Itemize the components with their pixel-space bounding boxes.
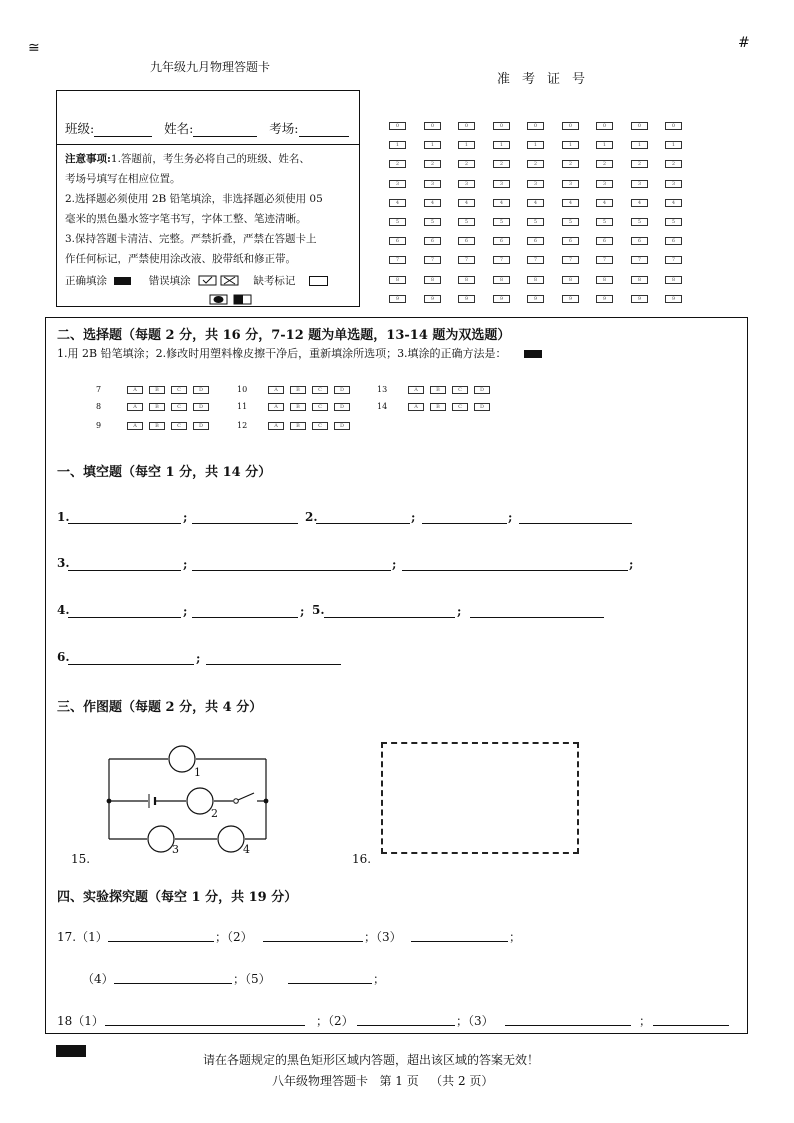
- q17-blank-5[interactable]: [288, 983, 372, 984]
- choice-option-c[interactable]: C: [452, 403, 468, 411]
- choice-option-d[interactable]: D: [193, 403, 209, 411]
- choice-option-d[interactable]: D: [334, 386, 350, 394]
- notice-line: 2.选择题必须使用 2B 铅笔填涂，非选择题必须使用 05: [65, 193, 323, 205]
- wrong-fill-samples-icon: [198, 275, 240, 287]
- exam-number-bubble[interactable]: 2: [527, 160, 544, 168]
- choice-option-a[interactable]: A: [268, 386, 284, 394]
- exam-number-bubble[interactable]: 0: [631, 122, 648, 130]
- exam-number-bubble[interactable]: 4: [389, 199, 406, 207]
- correct-fill-example-icon: [524, 350, 542, 358]
- info-fields: [65, 119, 349, 137]
- choice-option-a[interactable]: A: [127, 422, 143, 430]
- q17-part5-label: ；（5）: [233, 972, 271, 986]
- exam-number-bubble[interactable]: 6: [596, 237, 613, 245]
- exam-number-bubble[interactable]: 1: [665, 141, 682, 149]
- choice-option-b[interactable]: B: [290, 386, 306, 394]
- exam-number-bubble[interactable]: 2: [458, 160, 475, 168]
- exam-number-bubble[interactable]: 3: [596, 180, 613, 188]
- exam-number-bubble[interactable]: 8: [665, 276, 682, 284]
- semicolon: ；: [639, 1014, 652, 1028]
- exam-number-bubble[interactable]: 1: [389, 141, 406, 149]
- q16-drawing-area[interactable]: [381, 742, 579, 854]
- exam-number-bubble[interactable]: 1: [458, 141, 475, 149]
- semicolon: ;: [183, 510, 188, 524]
- exam-number-bubble[interactable]: 8: [493, 276, 510, 284]
- choice-option-c[interactable]: C: [171, 386, 187, 394]
- exam-number-bubble[interactable]: 8: [562, 276, 579, 284]
- q17-blank-4[interactable]: [114, 983, 232, 984]
- room-label: 考场:: [269, 121, 299, 136]
- exam-number-bubble[interactable]: 4: [424, 199, 441, 207]
- exam-number-bubble[interactable]: 8: [527, 276, 544, 284]
- notice-line: 3.保持答题卡清洁、完整。严禁折叠，严禁在答题卡上: [65, 233, 317, 245]
- exam-number-bubble[interactable]: 0: [389, 122, 406, 130]
- q17-part3-label: ；（3）: [364, 930, 402, 944]
- q6-blank-b[interactable]: [206, 664, 341, 665]
- q5-blank-a[interactable]: [324, 617, 455, 618]
- exam-number-bubble[interactable]: 6: [631, 237, 648, 245]
- exam-number-bubble[interactable]: 2: [562, 160, 579, 168]
- exam-number-bubble[interactable]: 5: [458, 218, 475, 226]
- exam-number-bubble[interactable]: 2: [596, 160, 613, 168]
- notice-line: 作任何标记，严禁使用涂改液、胶带纸和修正带。: [65, 253, 296, 265]
- notice-title: 注意事项:: [65, 153, 111, 165]
- exam-number-bubble[interactable]: 1: [596, 141, 613, 149]
- bulb-label-1: 1: [194, 766, 201, 779]
- choice-option-d[interactable]: D: [193, 422, 209, 430]
- choice-option-c[interactable]: C: [171, 422, 187, 430]
- exam-number-bubble[interactable]: 4: [596, 199, 613, 207]
- q2-blank-a[interactable]: [316, 523, 410, 524]
- wrong-fill-label: 错误填涂: [148, 275, 191, 287]
- name-field[interactable]: [193, 123, 257, 137]
- exam-number-bubble[interactable]: 8: [596, 276, 613, 284]
- exam-number-label: 准考证号: [497, 72, 598, 87]
- q5-label: 5.: [312, 603, 325, 617]
- q2-blank-c[interactable]: [519, 523, 632, 524]
- question-number: 12: [237, 421, 248, 430]
- exam-number-bubble[interactable]: 7: [493, 256, 510, 264]
- exam-number-bubble[interactable]: 6: [389, 237, 406, 245]
- exam-number-bubble[interactable]: 0: [458, 122, 475, 130]
- q2-blank-b[interactable]: [422, 523, 507, 524]
- choice-option-b[interactable]: B: [290, 422, 306, 430]
- choice-option-b[interactable]: B: [149, 386, 165, 394]
- exam-number-bubble[interactable]: 5: [596, 218, 613, 226]
- notice-line: 考场号填写在相应位置。: [65, 173, 181, 185]
- exam-number-bubble[interactable]: 4: [631, 199, 648, 207]
- notice-line: 1.答题前，考生务必将自己的班级、姓名、: [110, 153, 310, 165]
- q18-blank-3[interactable]: [505, 1025, 631, 1026]
- section3-title: 三、作图题（每题 2 分，共 4 分）: [57, 700, 263, 715]
- question-number: 11: [237, 402, 248, 411]
- section2-instruction: [57, 345, 542, 361]
- exam-number-bubble[interactable]: 4: [527, 199, 544, 207]
- exam-number-bubble[interactable]: 5: [424, 218, 441, 226]
- choice-option-c[interactable]: C: [312, 403, 328, 411]
- choice-option-b[interactable]: B: [430, 403, 446, 411]
- correct-fill-label: 正确填涂: [65, 275, 107, 287]
- exam-number-bubble[interactable]: 0: [665, 122, 682, 130]
- q15-label: 15.: [71, 852, 91, 866]
- absent-mark-label: 缺考标记: [253, 275, 296, 287]
- exam-number-bubble[interactable]: 6: [493, 237, 510, 245]
- section4-title: 四、实验探究题（每空 1 分，共 19 分）: [57, 890, 298, 905]
- exam-number-bubble[interactable]: 6: [665, 237, 682, 245]
- question-number: 10: [237, 385, 248, 394]
- instruction-text: 1.用 2B 铅笔填涂；2.修改时用塑料橡皮擦干净后，重新填涂所选项；3.填涂的正确方法是：: [57, 347, 507, 360]
- bulb-label-2: 2: [211, 807, 218, 820]
- exam-number-bubble[interactable]: 7: [424, 256, 441, 264]
- exam-number-bubble[interactable]: 3: [665, 180, 682, 188]
- question-number: 14: [377, 402, 388, 411]
- q3-blank-a[interactable]: [68, 570, 181, 571]
- choice-option-b[interactable]: B: [290, 403, 306, 411]
- semicolon: ；: [373, 972, 386, 986]
- exam-number-bubble[interactable]: 7: [631, 256, 648, 264]
- exam-number-bubble[interactable]: 7: [665, 256, 682, 264]
- class-field[interactable]: [94, 123, 152, 137]
- exam-number-bubble[interactable]: 2: [389, 160, 406, 168]
- exam-number-bubble[interactable]: 1: [562, 141, 579, 149]
- exam-number-bubble[interactable]: 5: [562, 218, 579, 226]
- exam-number-bubble[interactable]: 6: [562, 237, 579, 245]
- footer-warning: 请在各题规定的黑色矩形区域内答题，超出该区域的答案无效！: [203, 1053, 540, 1067]
- exam-number-bubble[interactable]: 1: [527, 141, 544, 149]
- section2-title: 二、选择题（每题 2 分，共 16 分，7-12 题为单选题，13-14 题为双选题）: [57, 328, 511, 343]
- semicolon: ;: [300, 604, 305, 618]
- semicolon: ;: [183, 557, 188, 571]
- semicolon: ;: [183, 604, 188, 618]
- exam-number-bubble[interactable]: 8: [631, 276, 648, 284]
- class-label: 班级:: [65, 121, 95, 136]
- q17-blank-1[interactable]: [108, 941, 214, 942]
- exam-number-bubble[interactable]: 9: [596, 295, 613, 303]
- corner-mark-right: #: [738, 35, 750, 51]
- choice-option-d[interactable]: D: [334, 403, 350, 411]
- wrong-fill-samples-2-icon: [209, 294, 255, 306]
- q6-blank-a[interactable]: [68, 664, 194, 665]
- name-label: 姓名:: [164, 121, 194, 136]
- exam-number-bubble[interactable]: 0: [562, 122, 579, 130]
- exam-number-bubble[interactable]: 3: [424, 180, 441, 188]
- choice-option-c[interactable]: C: [452, 386, 468, 394]
- exam-number-bubble[interactable]: 5: [527, 218, 544, 226]
- absent-mark-box[interactable]: [309, 276, 328, 286]
- q18-part2-label: ；（2）: [316, 1014, 354, 1028]
- choice-option-a[interactable]: A: [127, 386, 143, 394]
- bulb-label-4: 4: [243, 843, 250, 856]
- exam-number-bubble[interactable]: 3: [493, 180, 510, 188]
- exam-number-bubble[interactable]: 0: [424, 122, 441, 130]
- choice-option-c[interactable]: C: [171, 403, 187, 411]
- exam-number-bubble[interactable]: 3: [562, 180, 579, 188]
- exam-number-bubble[interactable]: 8: [389, 276, 406, 284]
- q17-part2-label: ；（2）: [215, 930, 253, 944]
- question-number: 9: [96, 421, 102, 430]
- semicolon: ;: [196, 651, 201, 665]
- question-number: 7: [96, 385, 102, 394]
- footer-page-info: 八年级物理答题卡 第 1 页 （共 2 页）: [272, 1074, 494, 1088]
- exam-number-bubble[interactable]: 0: [596, 122, 613, 130]
- question-number: 13: [377, 385, 388, 394]
- q18-blank-2[interactable]: [357, 1025, 455, 1026]
- exam-number-bubble[interactable]: 9: [562, 295, 579, 303]
- exam-number-bubble[interactable]: 0: [527, 122, 544, 130]
- student-info-box: [56, 90, 360, 307]
- exam-number-bubble[interactable]: 2: [493, 160, 510, 168]
- exam-number-bubble[interactable]: 7: [562, 256, 579, 264]
- exam-number-bubble[interactable]: 5: [631, 218, 648, 226]
- exam-number-bubble[interactable]: 6: [424, 237, 441, 245]
- q18-label: 18（1）: [57, 1014, 104, 1028]
- exam-number-bubble[interactable]: 4: [458, 199, 475, 207]
- exam-number-bubble[interactable]: 9: [631, 295, 648, 303]
- q17-blank-3[interactable]: [411, 941, 508, 942]
- choice-option-a[interactable]: A: [268, 422, 284, 430]
- choice-option-d[interactable]: D: [193, 386, 209, 394]
- choice-option-a[interactable]: A: [268, 403, 284, 411]
- q1-blank-a[interactable]: [68, 523, 181, 524]
- exam-number-bubble[interactable]: 3: [527, 180, 544, 188]
- q1-label: 1.: [57, 510, 70, 524]
- q18-blank-4[interactable]: [653, 1025, 729, 1026]
- section1-title: 一、填空题（每空 1 分，共 14 分）: [57, 465, 272, 480]
- alignment-mark: [56, 1045, 86, 1057]
- exam-number-bubble[interactable]: 7: [527, 256, 544, 264]
- exam-number-bubble[interactable]: 2: [424, 160, 441, 168]
- q2-label: 2.: [305, 510, 318, 524]
- q18-blank-1[interactable]: [105, 1025, 305, 1026]
- choice-option-d[interactable]: D: [474, 386, 490, 394]
- exam-number-bubble[interactable]: 6: [458, 237, 475, 245]
- circuit-diagram: [100, 742, 280, 857]
- notice-line: 毫米的黑色墨水签字笔书写，字体工整、笔迹清晰。: [65, 213, 307, 225]
- q17-label: 17.（1）: [57, 930, 108, 944]
- exam-number-bubble[interactable]: 4: [665, 199, 682, 207]
- q1-blank-b[interactable]: [192, 523, 298, 524]
- card-title: 九年级九月物理答题卡: [150, 60, 271, 74]
- choice-option-c[interactable]: C: [312, 422, 328, 430]
- exam-number-bubble[interactable]: 1: [424, 141, 441, 149]
- choice-option-b[interactable]: B: [149, 422, 165, 430]
- exam-number-bubble[interactable]: 9: [389, 295, 406, 303]
- choice-option-a[interactable]: A: [408, 386, 424, 394]
- exam-number-bubble[interactable]: 1: [631, 141, 648, 149]
- q17-part4-label: （4）: [82, 972, 114, 986]
- exam-number-bubble[interactable]: 7: [596, 256, 613, 264]
- exam-number-bubble[interactable]: 0: [493, 122, 510, 130]
- choice-option-a[interactable]: A: [127, 403, 143, 411]
- q5-blank-b[interactable]: [470, 617, 604, 618]
- room-field[interactable]: [299, 123, 349, 137]
- q4-blank-a[interactable]: [68, 617, 181, 618]
- q3-blank-b[interactable]: [192, 570, 391, 571]
- q16-label: 16.: [352, 852, 372, 866]
- exam-number-bubble[interactable]: 5: [665, 218, 682, 226]
- correct-fill-sample-icon: [114, 277, 131, 285]
- exam-number-bubble[interactable]: 8: [424, 276, 441, 284]
- divider: [57, 144, 359, 145]
- choice-option-c[interactable]: C: [312, 386, 328, 394]
- q3-blank-c[interactable]: [402, 570, 628, 571]
- semicolon: ;: [392, 557, 397, 571]
- q17-blank-2[interactable]: [263, 941, 363, 942]
- semicolon: ;: [457, 604, 462, 618]
- bulb-label-3: 3: [172, 843, 179, 856]
- q18-part3-label: ；（3）: [456, 1014, 494, 1028]
- exam-number-bubble[interactable]: 2: [631, 160, 648, 168]
- question-number: 8: [96, 402, 102, 411]
- exam-number-bubble[interactable]: 9: [458, 295, 475, 303]
- exam-number-bubble[interactable]: 3: [631, 180, 648, 188]
- exam-number-bubble[interactable]: 5: [493, 218, 510, 226]
- exam-number-bubble[interactable]: 4: [562, 199, 579, 207]
- q4-label: 4.: [57, 603, 70, 617]
- q3-label: 3.: [57, 556, 70, 570]
- semicolon: ;: [508, 510, 513, 524]
- choice-option-a[interactable]: A: [408, 403, 424, 411]
- semicolon: ；: [509, 930, 522, 944]
- exam-number-bubble[interactable]: 9: [424, 295, 441, 303]
- semicolon: ;: [411, 510, 416, 524]
- choice-option-b[interactable]: B: [149, 403, 165, 411]
- corner-mark-left: ≅: [28, 40, 40, 56]
- exam-number-bubble[interactable]: 2: [665, 160, 682, 168]
- exam-number-bubble[interactable]: 9: [665, 295, 682, 303]
- exam-number-bubble[interactable]: 6: [527, 237, 544, 245]
- exam-number-bubble[interactable]: 8: [458, 276, 475, 284]
- exam-number-bubble[interactable]: 4: [493, 199, 510, 207]
- exam-number-bubble[interactable]: 5: [389, 218, 406, 226]
- q6-label: 6.: [57, 650, 70, 664]
- semicolon: ;: [629, 557, 634, 571]
- exam-number-bubble[interactable]: 3: [389, 180, 406, 188]
- exam-number-bubble[interactable]: 1: [493, 141, 510, 149]
- choice-option-d[interactable]: D: [474, 403, 490, 411]
- exam-number-bubble[interactable]: 7: [458, 256, 475, 264]
- exam-number-bubble[interactable]: 7: [389, 256, 406, 264]
- choice-option-b[interactable]: B: [430, 386, 446, 394]
- exam-number-bubble[interactable]: 3: [458, 180, 475, 188]
- choice-option-d[interactable]: D: [334, 422, 350, 430]
- q4-blank-b[interactable]: [192, 617, 298, 618]
- fill-legend: [65, 273, 328, 288]
- notice-text: [65, 149, 355, 269]
- exam-number-bubble[interactable]: 9: [493, 295, 510, 303]
- exam-number-bubble[interactable]: 9: [527, 295, 544, 303]
